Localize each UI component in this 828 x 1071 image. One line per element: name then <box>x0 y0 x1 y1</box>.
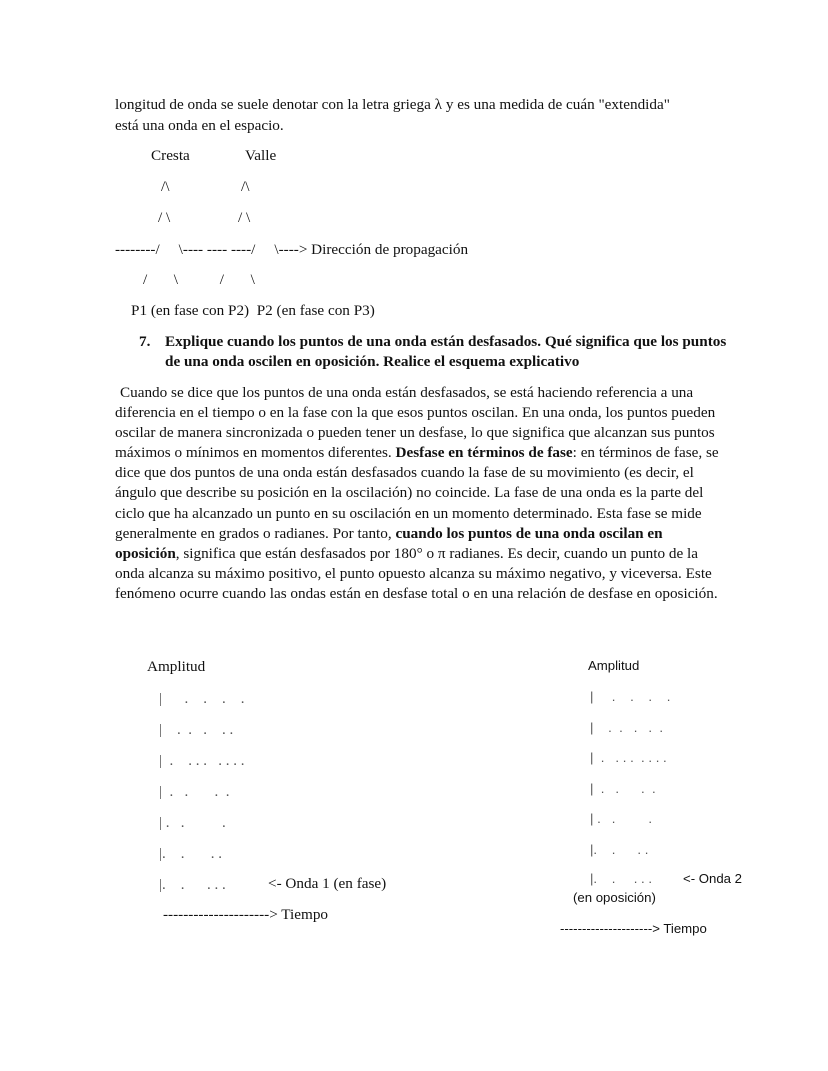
amplitude-label-right: Amplitud <box>588 658 640 673</box>
answer-bold-2: cuando los puntos de una onda oscilan en oposición <box>115 524 663 562</box>
question-text: Explique cuando los puntos de una onda están desfasados. Qué significa que los puntos de una onda oscilen en oposición. Realice el esquema explicativo <box>165 333 727 370</box>
wave1-row-1: | . . . . <box>159 691 245 707</box>
wave2-row-5: | . . . <box>590 811 653 826</box>
wave2-row-3: | . . . . . . . . <box>590 750 667 765</box>
wave2-row-7: |. . . . . <box>590 871 653 886</box>
answer-part-1: Cuando se dice que los puntos de una onda están desfasados, se está haciendo referencia a una diferencia en el tiempo o en la fase con la que esos puntos oscilan. En una onda, los puntos pueden oscilar de manera sincronizada o pueden tener un desfase, lo que significa que alcanzan sus puntos máximos o mínimos en momentos diferentes. <box>115 384 716 462</box>
answer-bold-1: Desfase en términos de fase <box>395 444 573 462</box>
wave1-row-6: |. . . . <box>159 846 223 862</box>
answer-part-3: , significa que están desfasados por 180° o π radianes. Es decir, cuando un punto de la onda alcanza su máximo positivo, el punto opuesto alcanza su máximo negativo, y viceversa. Este fenómeno ocurre cuando las ondas están en desfase total o en una relación de desfase en oposición. <box>115 544 718 602</box>
wave2-label-continuation: (en oposición) <box>573 890 656 905</box>
time-axis-left: ---------------------> Tiempo <box>163 906 329 923</box>
crest-peak: /\ <box>161 178 170 195</box>
trough-label: Valle <box>245 147 277 164</box>
trough-peak: /\ <box>241 178 250 195</box>
points-caption: P1 (en fase con P2) P2 (en fase con P3) <box>131 302 375 319</box>
question-number: 7. <box>139 333 151 350</box>
wave2-row-4: | . . . . <box>590 781 656 796</box>
wave1-row-2: | . . . . . <box>159 722 234 738</box>
time-axis-right: ---------------------> Tiempo <box>560 921 707 936</box>
amplitude-label-left: Amplitud <box>147 658 206 675</box>
answer-paragraph <box>115 383 720 604</box>
question-7-heading <box>139 332 729 372</box>
crest-slope: / \ <box>158 209 171 226</box>
wave1-row-5: | . . . <box>159 815 226 831</box>
wave1-row-4: | . . . . <box>159 784 230 800</box>
wave1-label: <- Onda 1 (en fase) <box>268 875 387 892</box>
wave2-row-2: | . . . . . <box>590 720 664 735</box>
intro-line-2: está una onda en el espacio. <box>115 117 284 134</box>
intro-line-1: longitud de onda se suele denotar con la letra griega λ y es una medida de cuán "extendida" <box>115 96 670 113</box>
propagation-axis: --------/ \---- ---- ----/ \----> Dirección de propagación <box>115 241 469 258</box>
trough-slope: / \ <box>238 209 251 226</box>
wave2-row-6: |. . . . <box>590 842 649 857</box>
wave1-row-3: | . . . . . . . . <box>159 753 245 769</box>
wave2-row-1: | . . . . <box>590 689 671 704</box>
crest-label: Cresta <box>151 147 190 164</box>
wave2-label: <- Onda 2 <box>683 871 743 886</box>
answer-part-2: : en términos de fase, se dice que dos puntos de una onda están desfasados cuando la fase de su movimiento (es decir, el ángulo que describe su posición en la oscilación) no coincide. La fase de una onda es la parte del ciclo que ha alcanzado un punto en su oscilación en un momento determinado. Esta fase se mide generalmente en grados o radianes. Por tanto, <box>115 444 719 542</box>
wave1-row-7: |. . . . . <box>159 877 226 893</box>
lower-slopes: / \ / \ <box>143 271 255 288</box>
